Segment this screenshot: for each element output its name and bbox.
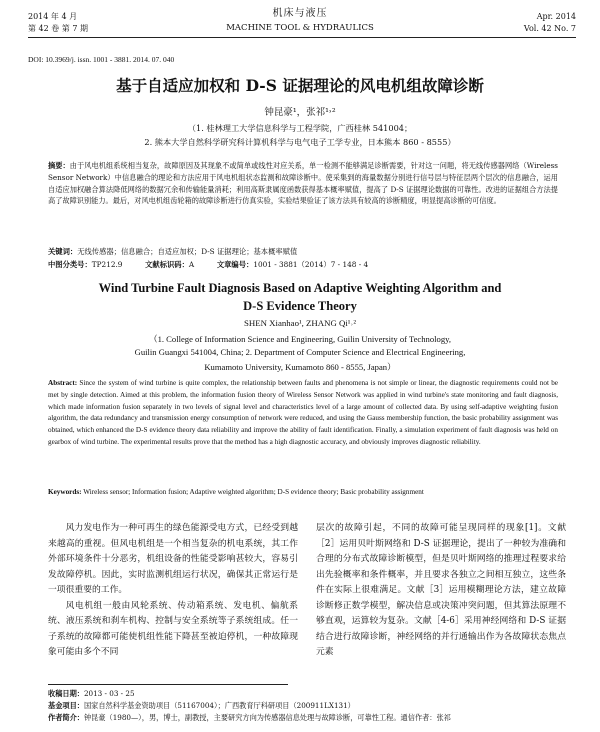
keywords-en-text: Wireless sensor; Information fusion; Adaptive weighted algorithm; D-S evidence theory; Basic probability assignment bbox=[83, 488, 424, 496]
footnote-rule bbox=[48, 684, 288, 685]
body-column-right bbox=[316, 521, 566, 661]
article-number-label: 文章编号： bbox=[216, 260, 254, 269]
issue-date-cn: 2014 年 4 月 bbox=[28, 12, 78, 21]
footnote-author bbox=[48, 712, 568, 724]
journal-name-en: MACHINE TOOL & HYDRAULICS bbox=[226, 23, 374, 33]
received-date: 2013 - 03 - 25 bbox=[83, 689, 135, 698]
title-en-line-2: D-S Evidence Theory bbox=[243, 299, 357, 313]
footnote-fund bbox=[48, 700, 568, 712]
doc-code-label: 文献标识码： bbox=[145, 260, 189, 269]
keywords-en bbox=[48, 487, 558, 499]
affiliation-cn-1: （1. 桂林理工大学信息科学与工程学院，广西桂林 541004； bbox=[187, 123, 413, 133]
header-rule bbox=[28, 37, 576, 38]
affiliation-cn-2: 2. 熊本大学自然科学研究科计算机科学与电气电子工学专业，日本熊本 860 - 8555） bbox=[144, 137, 456, 147]
body-paragraph: 层次的故障引起，不同的故障可能呈现同样的现象[1]。文献［2］运用贝叶斯网络和 D-S 证据理论，提出了一种较为准确和合理的分布式故障诊断模型，但是贝叶斯网络的推理过程要求给出先验概率和条件概率，并且要求各独立之间相互独立，这些条件在实际上很难满足。文献［3］运用模糊理论方法，建立故障诊断修正数学模型，解决信息或决策冲突问题，但其算法原理不够直观，运算较为复杂。文献［4-6］采用神经网络和 D-S 证据结合进行故障诊断，神经网络的并行通输出作为各故障状态焦点元素 bbox=[316, 523, 566, 657]
authors-cn: 钟昆豪¹，张祁¹˒² bbox=[264, 107, 336, 118]
clc-label: 中图分类号： bbox=[48, 260, 92, 269]
affiliation-en-2: Guilin Guangxi 541004, China; 2. Department of Computer Science and Electrical Engineering, bbox=[134, 347, 466, 357]
keywords-cn bbox=[48, 246, 558, 257]
volume-cn: 第 42 卷 第 7 期 bbox=[28, 24, 88, 33]
article-number: 1001 - 3881（2014）7 - 148 - 4 bbox=[253, 260, 369, 269]
abstract-cn-text: 由于风电机组系统相当复杂，故障原因及其现象不或简单或线性对应关系，单一检测不能够满足诊断需要，针对这一问题，将无线传感器网络（Wireless Sensor Network）中信息融合的理论和方法应用于风电机组状态监测和故障诊断中。使采集到的海量数据分别进行信号层与特征层两个层次的信息融合，运用自适应加权融合算法降低网络的数据冗余和传输能量消耗；利用高斯隶属度函数获得基本概率赋值，提高了 D-S 证据理论数据的可靠性。改进的证据组合方法提高了故障识别能力。最后，对风电机组齿轮箱的故障诊断进行仿真实验，实验结果验证了该方法具有较高的诊断精度，明显提高诊断的可信度。 bbox=[48, 161, 558, 206]
fund-label: 基金项目： bbox=[48, 701, 84, 710]
clc-number: TP212.9 bbox=[91, 260, 123, 269]
footnote-received bbox=[48, 688, 568, 700]
abstract-cn bbox=[48, 160, 558, 207]
abstract-en-label: Abstract: bbox=[48, 379, 78, 387]
abstract-en-text: Since the system of wind turbine is quite complex, the relationship between faults and phenomena is not simple or linear, the diagnostic requirements could not be met by single detection. Aimed at this problem, the information fusion theory of Wireless Sensor Network was applied in wind turbine's state monitoring and fault diagnosis, which made information fusion separately in two levels of signal level and characteristics level of a large amount of collected data. By using self-adaptive weighting fusion algorithm, the data redundancy and transmission energy consumption of network were reduced, and using the Gauss membership function, the basic probability assignment was obtained, which enhanced the D-S evidence theory data reliability and improve the ability of fault identification. Finally, a simulation experiment of fault diagnosis was held on gearbox of wind turbine. The experimental results prove that the method has a high diagnostic accuracy, and obviously improves diagnostic reliability. bbox=[48, 379, 558, 446]
doc-code: A bbox=[188, 260, 195, 269]
keywords-cn-text: 无线传感器；信息融合；自适应加权；D-S 证据理论；基本概率赋值 bbox=[77, 247, 298, 256]
abstract-en bbox=[48, 378, 558, 449]
classification-cn bbox=[48, 259, 558, 270]
title-cn: 基于自适应加权和 D-S 证据理论的风电机组故障诊断 bbox=[116, 76, 484, 95]
fund-text: 国家自然科学基金资助项目（51167004）；广西教育厅科研项目（200911LX131） bbox=[83, 701, 355, 710]
body-column-left bbox=[48, 521, 298, 661]
body-paragraph: 风电机组一般由风轮系统、传动箱系统、发电机、偏航系统、液压系统和刹车机构、控制与安全系统等子系统组成。任一子系统的故障都可能使机组性能下降甚至被迫停机，一种故障现象可能由多个不同 bbox=[48, 600, 298, 657]
received-label: 收稿日期： bbox=[48, 689, 84, 698]
abstract-cn-label: 摘要： bbox=[48, 161, 70, 170]
affiliation-en-1: （1. College of Information Science and Engineering, Guilin University of Technology, bbox=[148, 334, 452, 344]
keywords-en-label: Keywords: bbox=[48, 488, 82, 496]
affiliation-en-3: Kumamoto University, Kumamoto 860 - 8555, Japan） bbox=[204, 362, 396, 372]
doi: DOI: 10.3969/j. issn. 1001 - 3881. 2014. 07. 040 bbox=[28, 55, 175, 64]
title-en-line-1: Wind Turbine Fault Diagnosis Based on Adaptive Weighting Algorithm and bbox=[98, 281, 502, 295]
volume-en: Vol. 42 No. 7 bbox=[523, 24, 576, 33]
journal-name-cn: 机床与液压 bbox=[272, 8, 328, 19]
author-bio-label: 作者简介： bbox=[48, 713, 84, 722]
keywords-cn-label: 关键词： bbox=[48, 247, 78, 256]
issue-date-en: Apr. 2014 bbox=[536, 12, 576, 21]
authors-en: SHEN Xianhao¹, ZHANG Qi¹˒² bbox=[244, 318, 356, 328]
author-bio-text: 钟昆豪（1980—），男，博士，副教授，主要研究方向为传感器信息处理与故障诊断，可靠性工程。通信作者：张祁 bbox=[83, 713, 451, 722]
body-paragraph: 风力发电作为一种可再生的绿色能源受电方式，已经受到越来越高的重视。但风电机组是一个相当复杂的机电系统，其工作外部环境条件十分恶劣，机组设备的性能受影响甚较大，容易引发故障停机。因此，实时监测机组运行状况，确保其正常运行是一项很重要的工作。 bbox=[48, 523, 298, 595]
